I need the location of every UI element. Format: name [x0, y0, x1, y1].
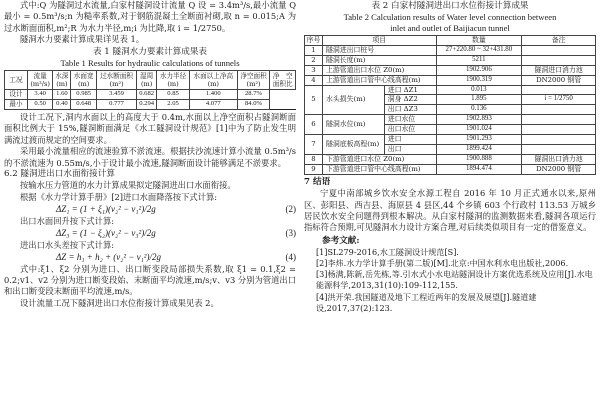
table2-cell-no: 2: [305, 55, 323, 65]
table2-cell-no: 4: [305, 75, 323, 85]
table1-col-header: 湿周 (m): [137, 71, 157, 89]
table2-cell-no: 5: [305, 85, 323, 115]
table2-cell-note: 隧洞出口消力池: [522, 154, 596, 164]
table2-cell-note: 隧洞进口消力池: [522, 65, 596, 75]
section-heading-6-2: 6.2 隧洞进出口水面衔接计算: [4, 168, 115, 179]
table1-col-header: 工况: [5, 71, 28, 89]
references-title: 参考文献:: [322, 235, 360, 246]
table1-cell: 0.777: [96, 99, 136, 109]
paragraph-method: 按输水压力管道的水力计算成果拟定隧洞进出口水面衔接。: [20, 180, 236, 191]
table2-cell-item: 水头损失(m): [322, 85, 384, 115]
table1-caption-en: Table 1 Results for hydraulic calculations of tunnels: [60, 57, 240, 68]
reference-item: [4]洪开荣.我国隧道及地下工程近两年的发展及展望[J].隧道建设,2017,37(2):123.: [316, 291, 537, 313]
table1-row-design: [5, 89, 296, 99]
equation-number: (2): [285, 204, 296, 215]
table1-cell: 3.40: [28, 89, 53, 99]
reference-item: [3]杨满,陈新,岳先栋,等.引水式小水电站隧洞设计方案优选系统及应用[J].水电能源科学,2013,31(10):109-112,155.: [316, 269, 593, 291]
table2-col-header: 备注: [522, 36, 596, 46]
table2-col-header: 项目: [322, 36, 436, 46]
table2-row: [305, 75, 596, 85]
table2-row: [305, 85, 596, 95]
table2-cell-note: DN2000 钢管: [522, 164, 596, 174]
table1-cell: 4.077: [189, 99, 237, 109]
table1-cell: 0.682: [137, 89, 157, 99]
table2-cell-qty: 1900.319: [436, 75, 522, 85]
paragraph-outlet-rise: 出口水面回升按下式计算:: [20, 215, 115, 226]
reference-item: [2]李炜.水力学计算手册(第二版)[M].北京:中国水利水电出版社,2006.: [316, 257, 569, 268]
paragraph-results-intro: 隧洞水力要素计算成果详见表 1。: [20, 34, 145, 45]
table2-cell-qty: 1902.906: [436, 65, 522, 75]
paragraph-design-condition: 设计工况下,洞内水面以上的高度大于 0.4m,水面以上净空面积占隧洞断面面积比例大于 15%,隧洞断面满足《水工隧洞设计规范》[1]中为了防止发生明满流过渡而规定的空间要求。: [4, 111, 296, 145]
table2-cell-sub: 进口: [384, 135, 436, 145]
paragraph-formula-notation: 式中:Q 为隧洞过水流量,白家村隧洞设计流量 Q 设 = 3.4m³/s,最小流量 Q 最小 = 0.5m³/s;n 为糙率系数,对于钢筋混凝土全断面衬砌,取 n = 0.015;A 为过水断面面积,m²;R 为水力半径,m;i 为比降,取 i = 1/2750。: [4, 0, 296, 33]
table2-row: [305, 164, 596, 174]
table2-cell-qty: 0.136: [436, 105, 522, 115]
equation-3: [4, 227, 296, 240]
table2-cell-no: 6: [305, 115, 323, 135]
table1-cell: 1.60: [53, 89, 71, 99]
table2-row: [305, 115, 596, 125]
table1-col-header: 水深 (m): [53, 71, 71, 89]
table2-caption-zh: 表 2 白家村隧洞进出口水位衔接计算成果: [371, 1, 529, 11]
table2-cell-qty: 0.013: [436, 85, 522, 95]
table1-cell: 3.459: [96, 89, 136, 99]
table1-cell: 0.648: [71, 99, 96, 109]
table1-col-header: 水力半径 (m): [157, 71, 190, 89]
table2-caption-en-line2: inlet and outlet of Baijiacun tunnel: [390, 22, 510, 33]
table2-cell-qty: 1900.888: [436, 154, 522, 164]
equation-4: [4, 251, 296, 264]
table2-cell-note: [522, 45, 596, 55]
table2-cell-note: i = 1/2750: [522, 95, 596, 105]
table1-cell: 2.05: [157, 99, 190, 109]
table1-col-header: 净空面积 (m²): [237, 71, 270, 89]
equation-body: ΔZ₁ = (1 + ξ₁)(v₂² − v₁²)/2g: [56, 204, 156, 215]
table2-cell-sub: 出口: [384, 144, 436, 154]
table1-col-header: 净 空 面积比: [270, 71, 296, 89]
section-heading-7: 7 结语: [304, 176, 331, 187]
table1-cell: 28.7%: [237, 89, 270, 99]
table2-cell-qty: 1894.474: [436, 164, 522, 174]
table2-cell-no: 7: [305, 135, 323, 155]
table2-cell-note: [522, 85, 596, 95]
table1-caption-zh: 表 1 隧洞水力要素计算成果表: [92, 46, 208, 57]
table2-cell-item: 上游管道出口管中心线高程(m): [322, 75, 436, 85]
table2-cell-sub: 出口 ΔZ3: [384, 105, 436, 115]
table1-col-header: 流量 (m³/s): [28, 71, 53, 89]
paragraph-conclusion: 宁夏中南部城乡饮水安全水源工程自 2016 年 10 月正式通水以来,原州区、彭阳县、西吉县、海原县 4 县区,44 个乡镇 603 个行政村 113.53 万城乡居民饮水安全问题得到根本解决。从白家村隧洞的监测数据来看,隧洞各项运行指标符合预期,可见隧洞水力设计方案合理,对后续类似项目有一定的借鉴意义。: [304, 188, 596, 233]
table2-cell-no: 3: [305, 65, 323, 75]
table1-cell: 1.400: [189, 89, 237, 99]
table1-hydraulic-results: [4, 70, 296, 110]
table1-cell: 0.85: [157, 89, 190, 99]
table2-row: [305, 65, 596, 75]
table2-water-level: [304, 35, 596, 175]
table2-cell-qty: 1899.424: [436, 144, 522, 154]
table2-cell-note: [522, 105, 596, 115]
table2-cell-note: [522, 125, 596, 135]
table2-cell-sub: 进口水位: [384, 115, 436, 125]
table2-cell-note: DN2000 钢管: [522, 75, 596, 85]
paragraph-where: 式中:ξ1、ξ2 分别为进口、出口断变段局部损失系数,取 ξ1 = 0.1,ξ2 = 0.2;v1、v2 分别为进口断变段始、末断面平均流速,m/s;v、v3 分别为管道出口和出口断变段末断面平均流速,m/s。: [4, 263, 296, 297]
equation-body: ΔZ₃ = (1 − ξ₂)(v₂² − v₃²)/2g: [56, 228, 156, 239]
paragraph-head-difference: 进出口水头差按下式计算:: [20, 239, 115, 250]
equation-2: [4, 203, 296, 216]
table2-cell-no: 8: [305, 154, 323, 164]
table2-cell-qty: 1901.293: [436, 135, 522, 145]
table2-cell-item: 下游管道进口水位 Z0(m): [322, 154, 436, 164]
equation-body: ΔZ = h₁ + h₂ + (v₂² − v₁²)/2g: [56, 252, 161, 262]
table2-col-header: 数量: [436, 36, 522, 46]
table2-cell-qty: 1.895: [436, 95, 522, 105]
table1-col-header: 过水断面积 (m²): [96, 71, 136, 89]
table1-col-header: 水面以上净高 (m): [189, 71, 237, 89]
table2-cell-qty: 1902.893: [436, 115, 522, 125]
table2-row: [305, 45, 596, 55]
table2-cell-no: 1: [305, 45, 323, 55]
table2-cell-item: 隧洞进出口桩号: [322, 45, 436, 55]
table1-cell: 0.50: [28, 99, 53, 109]
table1-row-minimum: [5, 99, 296, 109]
table1-header-row: [5, 71, 296, 89]
table2-cell-qty: 27+220.80 ~ 32+431.80: [436, 45, 522, 55]
table2-cell-note: [522, 115, 596, 125]
paragraph-see-table2: 设计流量工况下隧洞进出口水位衔接计算成果见表 2。: [20, 297, 219, 308]
table2-header-row: [305, 36, 596, 46]
table2-cell-note: [522, 144, 596, 154]
reference-item: [1]SL279-2016,水工隧洞设计规范[S].: [316, 246, 459, 257]
table2-row: [305, 135, 596, 145]
paragraph-velocity-check: 采用最小流量相应的流速验算不淤流速。根据扶沙流速计算小流量 0.5m³/s 的不淤流速为 0.55m/s,小于设计最小流速,隧洞断面设计能够满足不淤要求。: [4, 146, 296, 168]
table2-row: [305, 55, 596, 65]
table2-cell-item: 隧洞长度(m): [322, 55, 436, 65]
table1-cell: 最小: [5, 99, 28, 109]
table1-col-header: 水面宽 (m): [71, 71, 96, 89]
table2-caption-en-line1: Table 2 Calculation results of Water level connection between: [343, 12, 557, 22]
table1-cell: 设计: [5, 89, 28, 99]
paragraph-handbook-ref: 根据《水力学计算手册》[2]进口水面降落按下式计算:: [20, 191, 218, 202]
table2-cell-item: 隧洞底板高程(m): [322, 135, 384, 155]
table2-cell-qty: 5211: [436, 55, 522, 65]
table1-cell: 0.40: [53, 99, 71, 109]
right-column: [304, 0, 596, 314]
table1-cell: 0.985: [71, 89, 96, 99]
table2-row: [305, 154, 596, 164]
table2-cell-note: [522, 135, 596, 145]
table2-cell-note: [522, 55, 596, 65]
table2-cell-sub: 洞身 ΔZ2: [384, 95, 436, 105]
left-column: [4, 0, 296, 309]
table1-cell: 0.294: [137, 99, 157, 109]
table2-cell-item: 隧洞水位(m): [322, 115, 384, 135]
table2-cell-no: 9: [305, 164, 323, 174]
equation-number: (4): [285, 252, 296, 262]
table2-cell-sub: 进口 ΔZ1: [384, 85, 436, 95]
table2-col-header: 序号: [305, 36, 323, 46]
equation-number: (3): [285, 228, 296, 239]
table2-cell-qty: 1901.024: [436, 125, 522, 135]
table1-cell: 84.0%: [237, 99, 270, 109]
table2-cell-sub: 出口水位: [384, 125, 436, 135]
table2-cell-item: 上游管道出口水位 Z0(m): [322, 65, 436, 75]
table2-cell-item: 下游管道进口管中心线高程(m): [322, 164, 436, 174]
